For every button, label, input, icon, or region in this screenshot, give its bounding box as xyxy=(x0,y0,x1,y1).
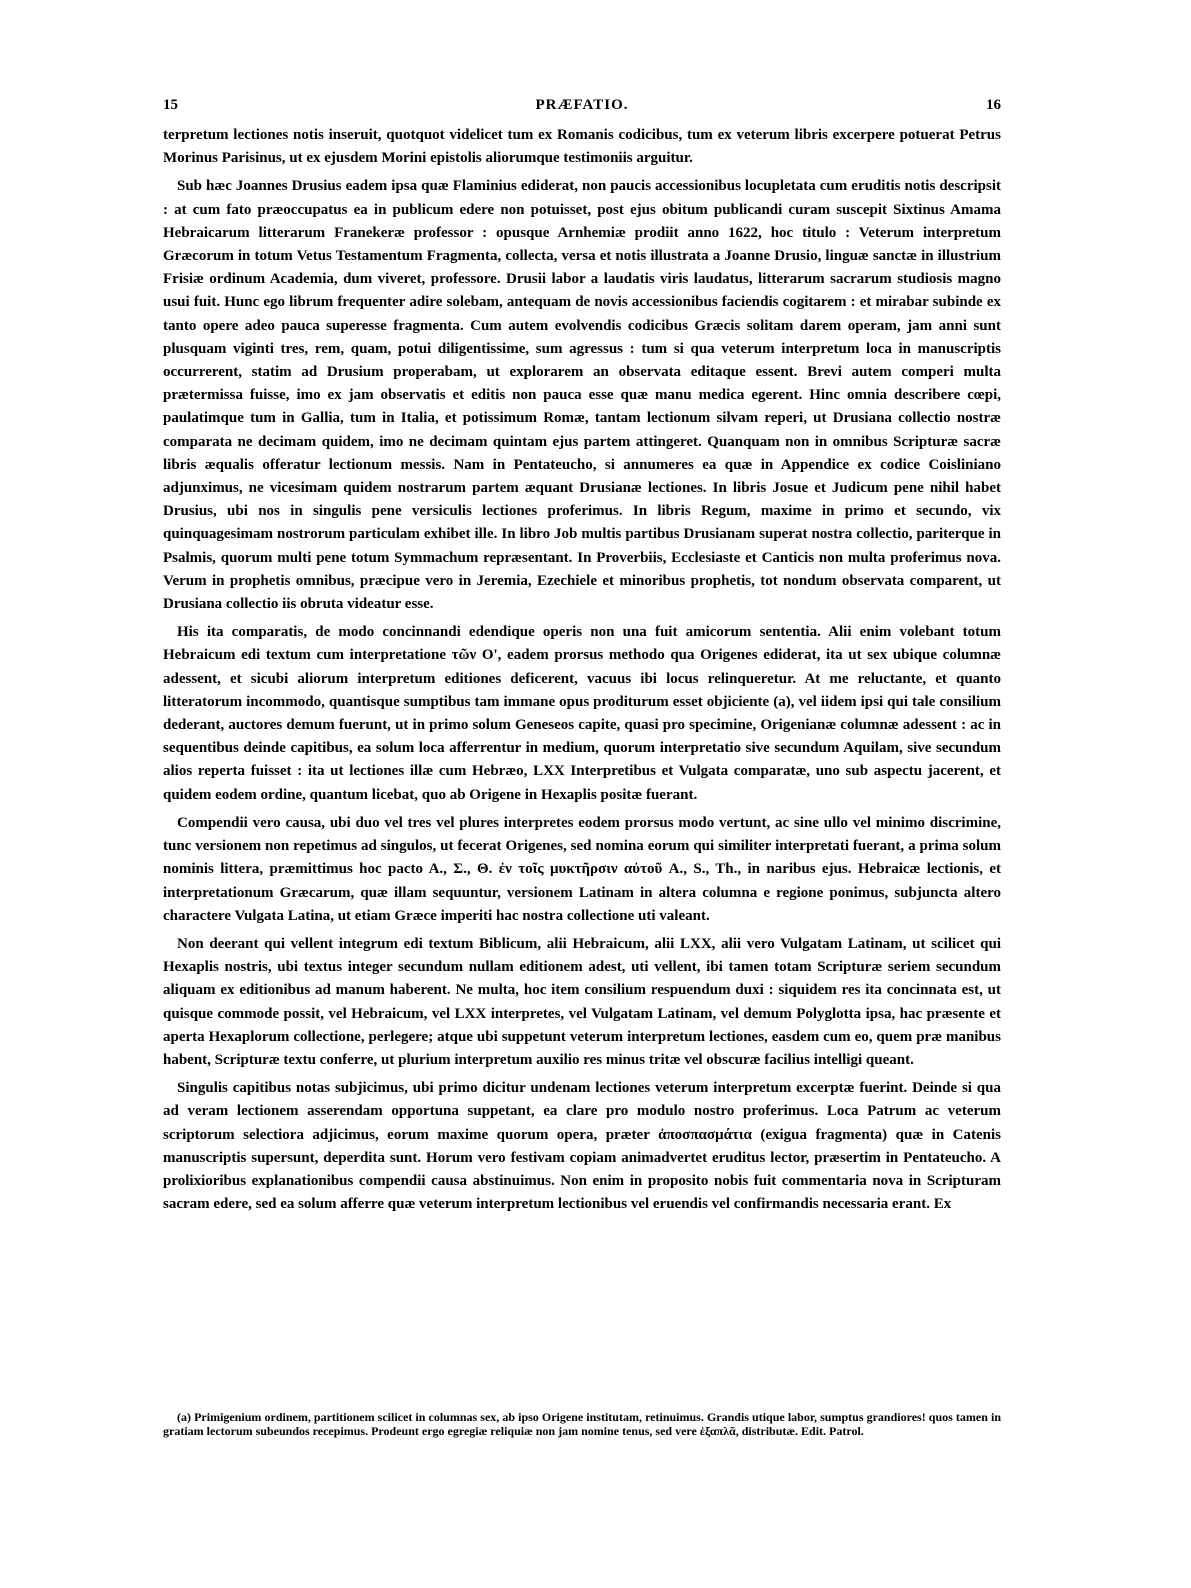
paragraph: Compendii vero causa, ubi duo vel tres vel plures interpretes eodem prorsus modo vertunt, ac sine ullo vel minimo discrimine, tunc versionem non repetimus ad singulos, ut fecerat Origenes, sed nomina eorum qui similiter interpretati fuerant, a prima solum nominis littera, præmittimus hoc pacto A., Σ., Θ. ἐν τοῖς μυκτῆρσιν αὐτοῦ A., S., Th., in naribus ejus. Hebraicæ lectionis, et interpretationum Græcarum, quæ illam sequuntur, versionem Latinam in altera columna e regione ponimus, subjuncta altero charactere Vulgata Latina, ut etiam Græce imperiti hac nostra collectione uti valeant. xyxy=(163,814,1001,924)
page-number-right: 16 xyxy=(986,97,1001,113)
main-text xyxy=(163,124,1001,1221)
page-number-left: 15 xyxy=(163,97,178,113)
paragraph: Sub hæc Joannes Drusius eadem ipsa quæ Flaminius ediderat, non paucis accessionibus locupletata cum eruditis notis descripsit : at cum fato præoccupatus ea in publicum edere non potuisset, post ejus obitum publicandi curam suscepit Sixtinus Amama Hebraicarum litterarum Franekeræ professor : opusque Arnhemiæ prodiit anno 1622, hoc titulo : Veterum interpretum Græcorum in totum Vetus Testamentum Fragmenta, collecta, versa et notis illustrata a Joanne Drusio, linguæ sanctæ in illustrium Frisiæ ordinum Academia, dum viveret, professore. Drusii labor a laudatis viris laudatus, litterarum sacrarum studiosis magno usui fuit. Hunc ego librum frequenter adire solebam, antequam de novis accessionibus faciendis cogitarem : et mirabar subinde ex tanto opere adeo pauca superesse fragmenta. Cum autem evolvendis codicibus Græcis solitam darem operam, jam anni sunt plusquam viginti tres, rem, quam, potui diligentissime, sum agressus : tum si qua veterum interpretum loca in manuscriptis occurrerent, statim ad Drusium properabam, ut explorarem an observata editaque essent. Brevi autem comperi multa prætermissa fuisse, imo ex jam observatis et editis non pauca esse quæ manu medica egerent. Hinc omnia describere cœpi, paulatimque tum in Gallia, tum in Italia, et potissimum Romæ, tantam lectionum silvam reperi, ut Drusiana collectio nostræ comparata ne decimam quidem, imo ne decimam quintam ejus partem attingeret. Quanquam non in omnibus Scripturæ sacræ libris æqualis offeratur lectionum messis. Nam in Pentateucho, si annumeres ea quæ in Appendice ex codice Coisliniano adjunximus, ne vicesimam quidem nostrarum partem æquant Drusianæ lectiones. In libris Josue et Judicum pene nihil habet Drusius, ubi nos in singulis pene versiculis lectiones proferimus. In libris Regum, maxime in primo et secundo, vix quinquagesimam nostrorum particulam exhibet ille. In libro Job multis partibus Drusianam superat nostra collectio, pariterque in Psalmis, quorum multi pene totum Symmachum repræsentant. In Proverbiis, Ecclesiaste et Canticis non multa proferimus nova. Verum in prophetis omnibus, præcipue vero in Jeremia, Ezechiele et minoribus prophetis, tot nondum observata comparent, ut Drusiana collectio iis obruta videatur esse. xyxy=(163,178,1001,613)
paragraph: Singulis capitibus notas subjicimus, ubi primo dicitur undenam lectiones veterum interpretum excerptæ fuerint. Deinde si qua ad veram lectionem asserendam opportuna suppetant, ea clare pro modulo nostro proferimus. Loca Patrum ac veterum scriptorum selectiora adjicimus, eorum maxime quorum opera, præter ἀποσπασμάτια (exigua fragmenta) quæ in Catenis manuscriptis supersunt, deperdita sunt. Horum vero festivam copiam animadvertet eruditus lector, præsertim in Pentateucho. A prolixioribus explanationibus compendii causa abstinuimus. Non enim in proposito nobis fuit commentaria nova in Scripturam sacram edere, sed ea solum afferre quæ veterum interpretum lectionibus vel eruendis vel confirmandis necessaria erant. Ex xyxy=(163,1080,1001,1213)
page-header xyxy=(163,97,1001,121)
paragraph: Non deerant qui vellent integrum edi textum Biblicum, alii Hebraicum, alii LXX, alii vero Vulgatam Latinam, ut scilicet qui Hexaplis nostris, ubi textus integer secundum nullam editionem adest, uti vellent, ibi tamen totam Scripturæ seriem secundum aliquam ex editionibus ad manum haberent. Ne multa, hoc item consilium respuendum duxi : siquidem res ita concinnata est, ut quisque commode possit, vel Hebraicum, vel LXX interpretes, vel Vulgatam Latinam, vel demum Polyglotta ipsa, hac præsente et aperta Hexaplorum collectione, perlegere; atque ubi suppetunt veterum interpretum lectiones, easdem cum eo, quem præ manibus habent, Scripturæ textu conferre, ut plurium interpretum auxilio res minus tritæ vel obscuræ facilius intelligi queant. xyxy=(163,935,1001,1068)
footnote xyxy=(163,1410,1001,1438)
footnote-text: (a) Primigenium ordinem, partitionem scilicet in columnas sex, ab ipso Origene institutam, retinuimus. Grandis utique labor, sumptus grandiores! quos tamen in gratiam lectorum subeundos recepimus. Prodeunt ergo egregiæ reliquiæ non jam nomine tenus, sed vere ἑξαπλᾶ, distributæ. Edit. Patrol. xyxy=(163,1410,1001,1438)
paragraph: terpretum lectiones notis inseruit, quotquot videlicet tum ex Romanis codicibus, tum ex veterum libris excerpere potuerat Petrus Morinus Parisinus, ut ex ejusdem Morini epistolis aliorumque testimoniis arguitur. xyxy=(163,127,1001,167)
paragraph: His ita comparatis, de modo concinnandi edendique operis non una fuit amicorum sententia. Alii enim volebant totum Hebraicum edi textum cum interpretatione τῶν Ο', eadem prorsus methodo qua Origenes ediderat, ita ut sex ubique columnæ adessent, et sicubi aliorum interpretum editiones deficerent, vacuus ibi locus relinqueretur. At me reluctante, et quanto litteratorum incommodo, quantisque sumptibus tam immane opus proditurum esset objiciente (a), vel iidem ipsi qui tale consilium dederant, auctores demum fuerunt, ut in primo solum Geneseos capite, quasi pro specimine, Origenianæ columnæ adessent : ac in sequentibus deinde capitibus, ea solum loca afferrentur in medium, quorum interpretatio sive secundum Aquilam, sive secundum alios reperta fuisset : ita ut lectiones illæ cum Hebræo, LXX Interpretibus et Vulgata comparatæ, uno sub aspectu jacerent, et quidem eodem ordine, quantum licebat, quo ab Origene in Hexaplis positæ fuerant. xyxy=(163,624,1001,803)
running-title: PRÆFATIO. xyxy=(535,97,629,113)
